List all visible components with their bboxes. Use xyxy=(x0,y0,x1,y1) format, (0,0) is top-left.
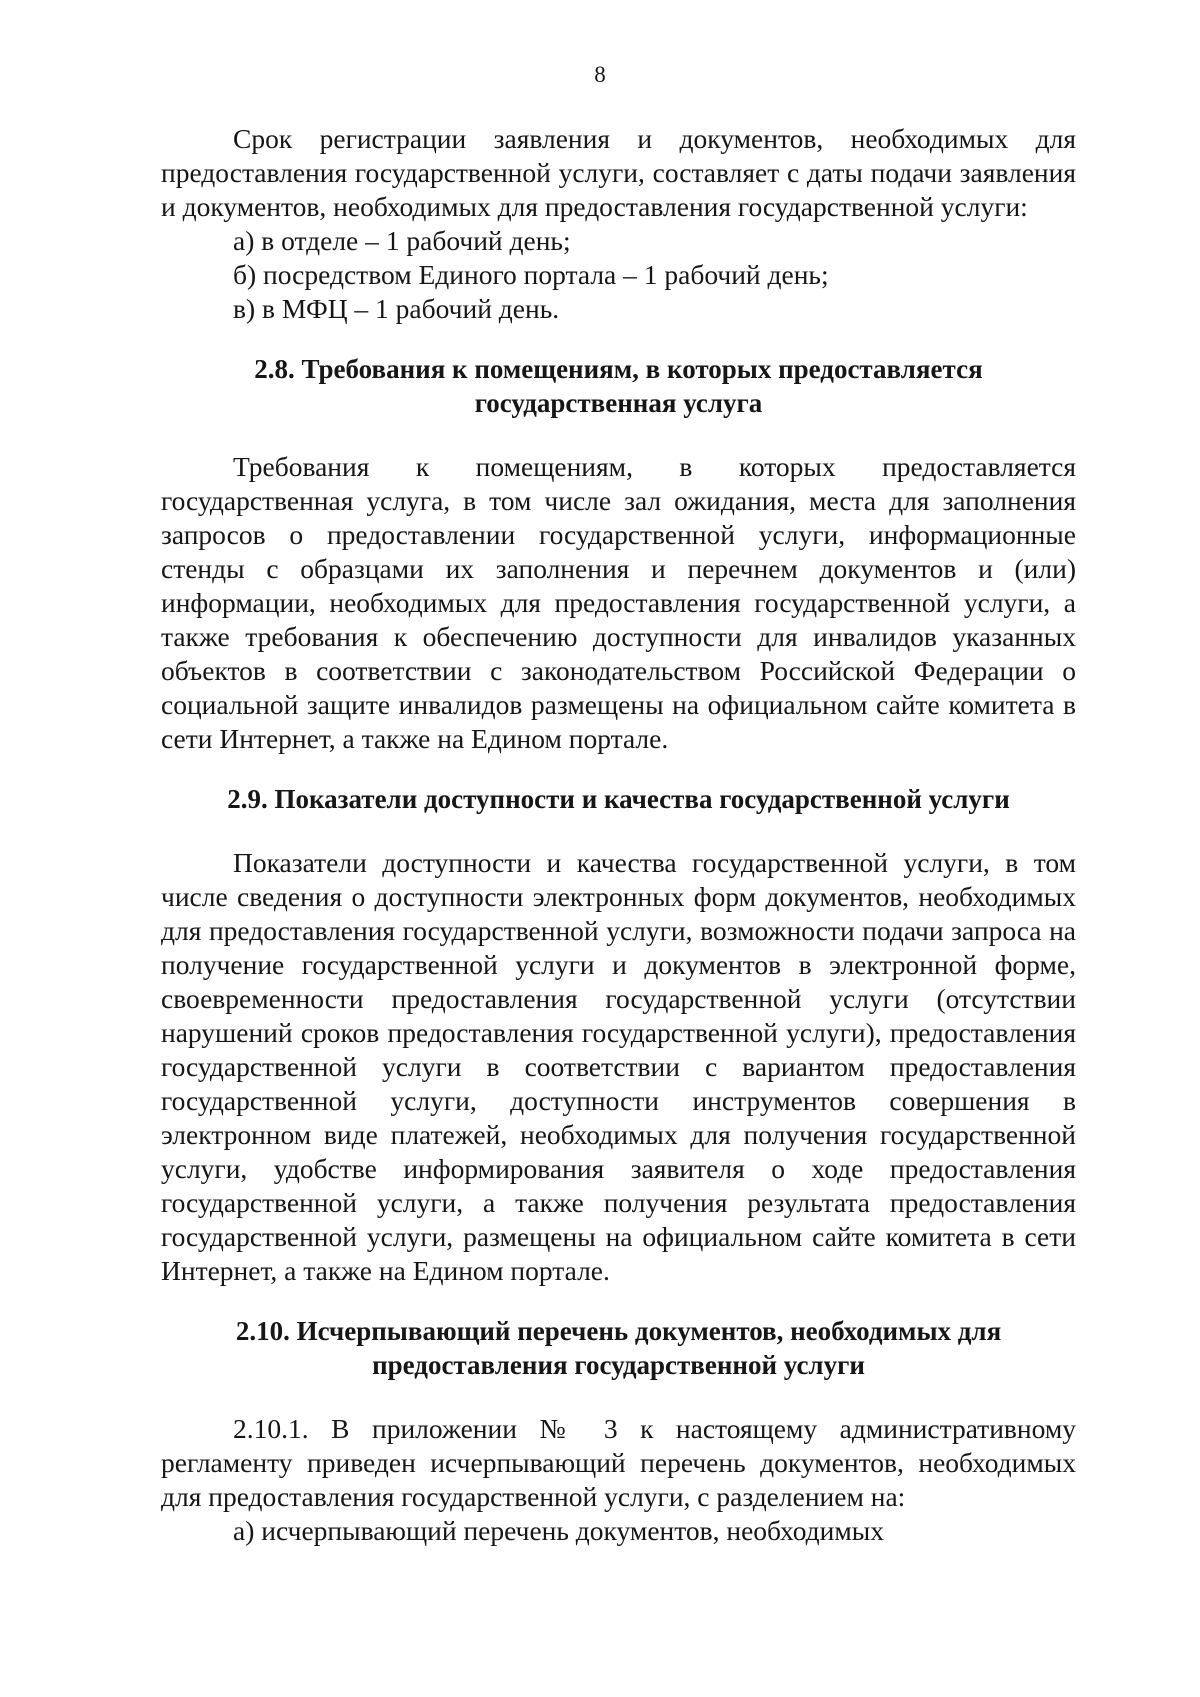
section-2-10-item-a: а) исчерпывающий перечень документов, необходимых xyxy=(233,1515,884,1546)
registration-item-a: а) в отделе – 1 рабочий день; xyxy=(233,225,571,256)
page-number: 8 xyxy=(594,62,606,87)
registration-paragraph: Срок регистрации заявления и документов, необходимых для предоставления государственной услуги, составляет с даты подачи заявления и документов, необходимых для предоставления государственной услуги: xyxy=(161,123,1076,222)
section-2-9-paragraph: Показатели доступности и качества государственной услуги, в том числе сведения о доступности электронных форм документов, необходимых для предоставления государственной услуги, возможности подачи запроса на получение государственной услуги и документов в электронной форме, своевременности предоставления государственной услуги (отсутствии нарушений сроков предоставления государственной услуги), предоставления государственной услуги в соответствии с вариантом предоставления государственной услуги, доступности инструментов совершения в электронном виде платежей, необходимых для получения государственной услуги, удобстве информирования заявителя о ходе предоставления государственной услуги, а также получения результата предоставления государственной услуги, размещены на официальном сайте комитета в сети Интернет, а также на Едином портале. xyxy=(161,847,1076,1286)
section-2-10-heading: 2.10. Исчерпывающий перечень документов, необходимых для предоставления государственной услуги xyxy=(235,1316,1002,1380)
registration-item-b: б) посредством Единого портала – 1 рабочий день; xyxy=(233,259,829,290)
section-2-9-heading: 2.9. Показатели доступности и качества государственной услуги xyxy=(227,784,1010,814)
section-2-8-heading: 2.8. Требования к помещениям, в которых предоставляется государственная услуга xyxy=(254,354,983,418)
section-2-8-paragraph: Требования к помещениям, в которых предоставляется государственная услуга, в том числе зал ожидания, места для заполнения запросов о предоставлении государственной услуги, информационные стенды с образцами их заполнения и перечнем документов и (или) информации, необходимых для предоставления государственной услуги, а также требования к обеспечению доступности для инвалидов указанных объектов в соответствии с законодательством Российской Федерации о социальной защите инвалидов размещены на официальном сайте комитета в сети Интернет, а также на Едином портале. xyxy=(161,451,1076,754)
document-body xyxy=(161,122,1076,1548)
section-2-10-1-paragraph: 2.10.1. В приложении № 3 к настоящему административному регламенту приведен исчерпывающий перечень документов, необходимых для предоставления государственной услуги, с разделением на: xyxy=(161,1413,1076,1512)
registration-item-c: в) в МФЦ – 1 рабочий день. xyxy=(233,293,560,324)
